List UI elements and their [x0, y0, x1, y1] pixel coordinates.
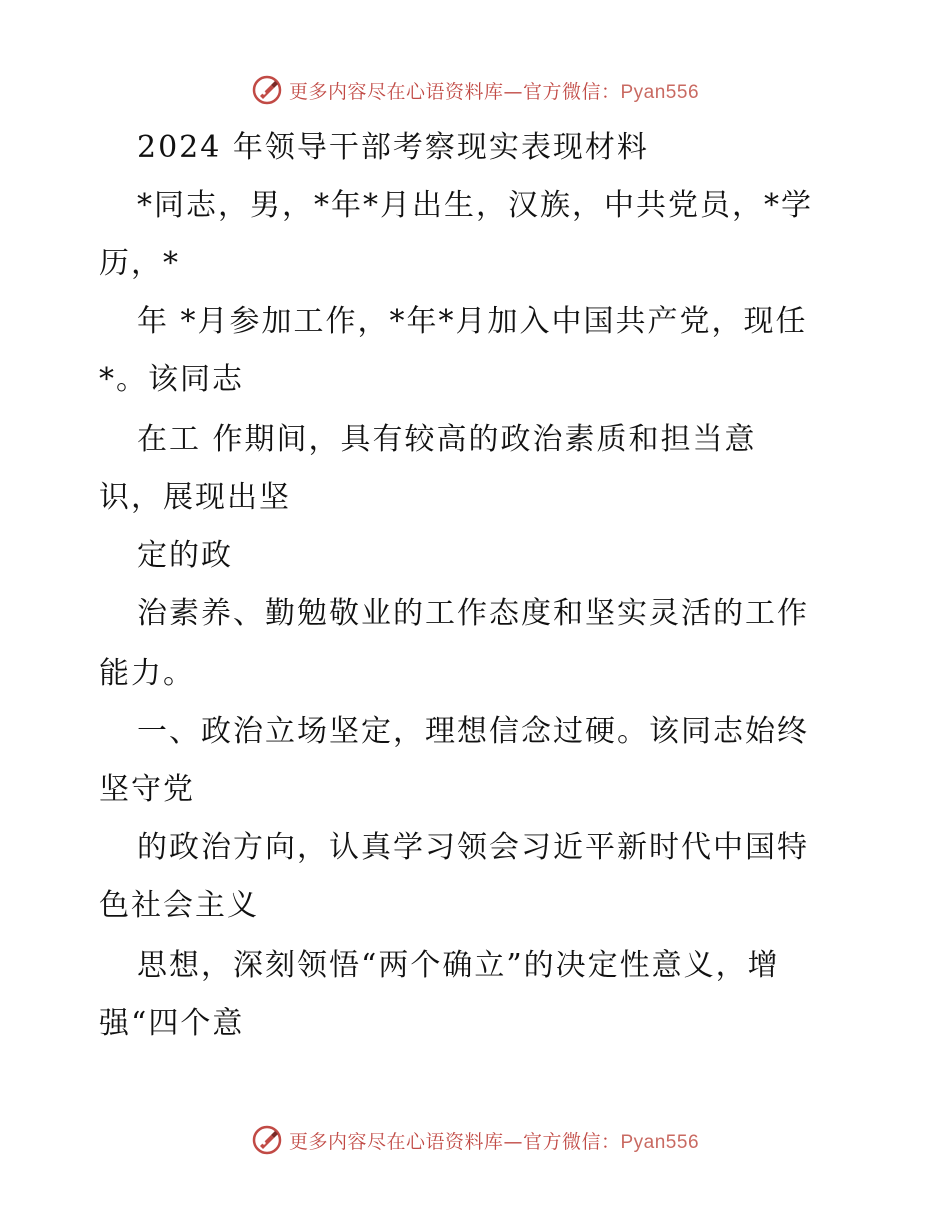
- pen-logo-icon: [251, 1124, 283, 1156]
- wechat-id: Pyan556: [620, 1131, 700, 1153]
- banner-text: 更多内容尽在心语资料库—官方微信：Pyan556: [288, 80, 700, 103]
- document-title: 2024 年领导干部考察现实表现材料: [137, 130, 649, 165]
- text-line: 能力。: [99, 656, 195, 691]
- text-line: 识，展现出坚: [99, 480, 291, 515]
- footer-banner: [0, 1120, 950, 1160]
- text-line: *。该同志: [99, 362, 244, 397]
- pen-logo-icon: [251, 74, 283, 106]
- text-line: 思想，深刻领悟“两个确立”的决定性意义，增: [137, 948, 780, 983]
- text-line: 历，*: [99, 246, 180, 281]
- text-line: 定的政: [137, 538, 233, 573]
- text-line: 色社会主义: [99, 888, 259, 923]
- text-line: 的政治方向，认真学习领会习近平新时代中国特: [137, 830, 809, 865]
- wechat-id: Pyan556: [620, 81, 700, 103]
- header-banner: [0, 70, 950, 110]
- text-line: 年 *月参加工作，*年*月加入中国共产党，现任: [137, 304, 808, 339]
- banner-text: 更多内容尽在心语资料库—官方微信：Pyan556: [288, 1130, 700, 1153]
- text-line: 治素养、勤勉敬业的工作态度和坚实灵活的工作: [137, 596, 809, 631]
- section-heading-line: 一、政治立场坚定，理想信念过硬。该同志始终: [137, 714, 809, 749]
- text-line: 在工 作期间，具有较高的政治素质和担当意: [137, 422, 757, 457]
- text-line: 强“四个意: [99, 1006, 245, 1041]
- text-line: 坚守党: [99, 772, 195, 807]
- text-line: *同志，男，*年*月出生，汉族，中共党员，*学: [137, 188, 813, 223]
